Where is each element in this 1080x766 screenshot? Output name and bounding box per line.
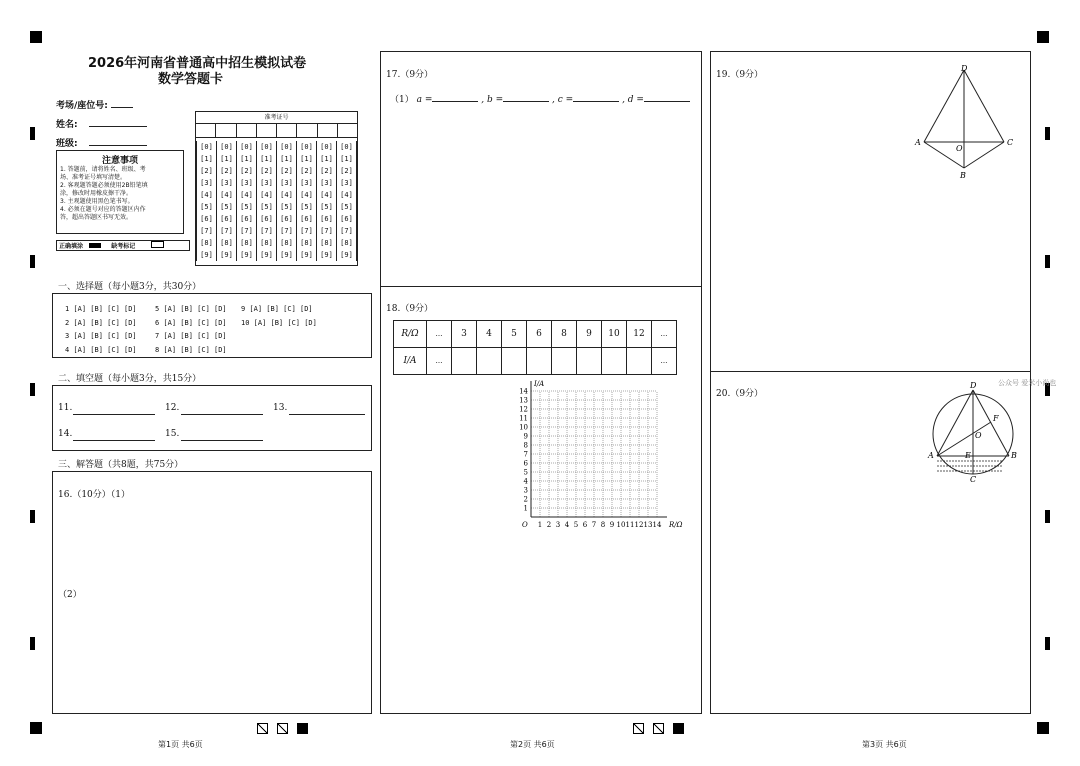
watermark: 公众号 爱米小尚也 (998, 379, 1057, 387)
digit-write-cell[interactable] (318, 124, 338, 137)
q15-label: 15. (165, 429, 180, 439)
digit-bubble[interactable]: [1] (197, 153, 217, 165)
mc-question-row[interactable]: 7 [A] [B] [C] [D] (155, 332, 227, 340)
side-mark (30, 510, 35, 523)
q18-row-header: I/A (394, 348, 427, 375)
q18-cell: 12 (627, 321, 652, 348)
q16-part2-label: （2） (58, 590, 82, 600)
q18-cell[interactable] (577, 348, 602, 375)
digit-write-cell[interactable] (297, 124, 317, 137)
digit-bubble[interactable]: [5] (217, 201, 237, 213)
point-label-A: A (928, 451, 934, 460)
digit-bubble[interactable]: [1] (277, 153, 297, 165)
digit-bubble[interactable]: [8] (217, 237, 237, 249)
y-tick-label: 1 (523, 504, 528, 513)
q18-cell: 4 (477, 321, 502, 348)
q18-label: 18.（9分） (386, 304, 434, 314)
digit-bubble[interactable]: [5] (297, 201, 317, 213)
point-label-O: O (956, 144, 963, 153)
digit-bubble[interactable]: [9] (237, 249, 257, 261)
y-tick-label: 6 (523, 459, 528, 468)
side-mark (30, 383, 35, 396)
page-code-box (257, 723, 268, 734)
origin-label: O (522, 521, 528, 529)
q18-cell[interactable]: … (652, 348, 677, 375)
x-tick-label: 2 (546, 521, 552, 529)
class-field[interactable] (89, 145, 147, 146)
digit-bubble[interactable]: [2] (317, 165, 337, 177)
q18-cell: 9 (577, 321, 602, 348)
side-mark (30, 637, 35, 650)
q19-answer-area[interactable] (710, 51, 1031, 372)
q18-cell[interactable] (552, 348, 577, 375)
page3-footer: 第3页 共6页 (862, 740, 907, 749)
digit-write-cell[interactable] (196, 124, 216, 137)
q18-cell[interactable] (602, 348, 627, 375)
digit-bubble[interactable]: [0] (317, 141, 337, 153)
digit-bubble[interactable]: [8] (277, 237, 297, 249)
x-tick-label: 8 (600, 521, 606, 529)
digit-bubble[interactable]: [0] (297, 141, 317, 153)
digit-bubble[interactable]: [3] (197, 177, 217, 189)
q17-d-line[interactable] (644, 101, 690, 102)
digit-bubble[interactable]: [7] (317, 225, 337, 237)
digit-bubble[interactable]: [5] (317, 201, 337, 213)
page1-footer: 第1页 共6页 (158, 740, 203, 749)
x-axis-label: R/Ω (669, 521, 683, 529)
mc-column-2 (155, 303, 227, 357)
digit-bubble[interactable]: [6] (217, 213, 237, 225)
corner-mark-bottom-right (1037, 722, 1049, 734)
student-info (56, 97, 147, 154)
q13-answer-line[interactable] (289, 404, 365, 415)
point-label-C: C (1007, 138, 1014, 147)
mc-question-row[interactable]: 2 [A] [B] [C] [D] (65, 318, 137, 327)
q18-answer-area[interactable] (380, 286, 702, 714)
x-tick-label: 13 (643, 521, 653, 529)
point-label-E: E (965, 451, 971, 460)
q18-cell[interactable]: … (427, 348, 452, 375)
side-mark (1045, 255, 1050, 268)
digit-bubble[interactable]: [6] (197, 213, 217, 225)
x-tick-label: 7 (591, 521, 597, 529)
digit-bubble[interactable]: [0] (197, 141, 217, 153)
digit-bubble[interactable]: [1] (237, 153, 257, 165)
y-tick-label: 12 (519, 405, 528, 414)
digit-bubble[interactable]: [3] (237, 177, 257, 189)
mc-question-row[interactable]: 10 [A] [B] [C] [D] (241, 318, 317, 327)
side-mark (1045, 637, 1050, 650)
q17-b-line[interactable] (503, 101, 549, 102)
q18-cell: … (652, 321, 677, 348)
side-mark (30, 255, 35, 268)
digit-write-cell[interactable] (257, 124, 277, 137)
x-tick-label: 9 (609, 521, 615, 529)
digit-bubble[interactable]: [0] (217, 141, 237, 153)
mc-question-row[interactable]: 1 [A] [B] [C] [D] (65, 305, 137, 313)
q17-label: 17.（9分） (386, 70, 434, 80)
point-label-F: F (993, 414, 999, 423)
page-code-box (297, 723, 308, 734)
fill-legend (56, 240, 190, 251)
x-tick-label: 14 (652, 521, 662, 529)
digit-bubble[interactable]: [9] (337, 249, 357, 261)
digit-bubble[interactable]: [1] (257, 153, 277, 165)
mc-column-1 (65, 303, 137, 357)
digit-bubble[interactable]: [4] (217, 189, 237, 201)
digit-bubble[interactable]: [3] (317, 177, 337, 189)
section3-heading: 三、解答题（共8题，共75分） (58, 460, 184, 470)
q17-answer-area[interactable] (380, 51, 702, 287)
side-mark (30, 127, 35, 140)
digit-bubble[interactable]: [4] (257, 189, 277, 201)
digit-bubble[interactable]: [4] (197, 189, 217, 201)
room-seat-field[interactable] (111, 107, 133, 108)
digit-bubble[interactable]: [5] (277, 201, 297, 213)
page-code-box (653, 723, 664, 734)
digit-bubble[interactable]: [2] (237, 165, 257, 177)
y-axis-label: I/A (534, 380, 545, 388)
x-tick-label: 5 (573, 521, 579, 529)
q18-cell[interactable] (452, 348, 477, 375)
digit-write-cell[interactable] (216, 124, 236, 137)
digit-bubble[interactable]: [3] (277, 177, 297, 189)
point-label-B: B (960, 171, 966, 180)
digit-bubble[interactable]: [9] (257, 249, 277, 261)
q18-cell[interactable] (527, 348, 552, 375)
digit-bubble[interactable]: [8] (257, 237, 277, 249)
corner-mark-top-left (30, 31, 42, 43)
y-tick-label: 9 (523, 432, 528, 441)
digit-write-cell[interactable] (277, 124, 297, 137)
digit-bubble[interactable]: [3] (337, 177, 357, 189)
q16-answer-area[interactable] (52, 471, 372, 714)
q18-cell: 10 (602, 321, 627, 348)
q12-label: 12. (165, 403, 180, 413)
q17-part1 (390, 92, 690, 105)
q17-c-line[interactable] (573, 101, 619, 102)
correct-fill-label: 正确填涂 (59, 243, 84, 250)
digit-bubble[interactable]: [4] (337, 189, 357, 201)
q11-answer-line[interactable] (73, 404, 155, 415)
y-tick-label: 14 (519, 387, 528, 396)
corner-mark-bottom-left (30, 722, 42, 734)
digit-bubble[interactable]: [1] (217, 153, 237, 165)
exam-subtitle: 数学答题卡 (158, 72, 224, 87)
digit-bubble[interactable]: [0] (277, 141, 297, 153)
digit-bubble[interactable]: [9] (197, 249, 217, 261)
q18-cell: 3 (452, 321, 477, 348)
exam-number-header: 准考证号 (196, 112, 357, 124)
page-code-box (633, 723, 644, 734)
digit-bubble[interactable]: [2] (337, 165, 357, 177)
digit-bubble[interactable]: [7] (217, 225, 237, 237)
y-tick-label: 13 (519, 396, 528, 405)
point-label-O: O (975, 431, 982, 440)
x-tick-label: 12 (634, 521, 644, 529)
x-tick-label: 3 (555, 521, 561, 529)
notice-line: 4. 必须在题号对应的答题区内作 (60, 206, 146, 213)
mc-question-row[interactable]: 9 [A] [B] [C] [D] (241, 305, 313, 313)
page-code-box (673, 723, 684, 734)
digit-bubble-table (196, 141, 357, 261)
digit-bubble[interactable]: [8] (297, 237, 317, 249)
q20-answer-area[interactable] (710, 371, 1031, 714)
y-tick-label: 7 (523, 450, 528, 459)
q18-cell: 5 (502, 321, 527, 348)
digit-bubble[interactable]: [9] (317, 249, 337, 261)
absent-mark-label: 缺考标记 (111, 243, 136, 250)
digit-bubble[interactable]: [4] (277, 189, 297, 201)
y-tick-label: 10 (519, 423, 528, 432)
y-tick-label: 8 (523, 441, 528, 450)
digit-bubble[interactable]: [7] (277, 225, 297, 237)
q17-a-label: a = (416, 95, 433, 105)
mc-question-row[interactable]: 5 [A] [B] [C] [D] (155, 305, 227, 313)
mc-question-row[interactable]: 6 [A] [B] [C] [D] (155, 318, 227, 327)
digit-bubble[interactable]: [6] (277, 213, 297, 225)
point-label-C: C (970, 475, 977, 484)
y-tick-label: 2 (523, 495, 528, 504)
digit-bubble[interactable]: [0] (257, 141, 277, 153)
digit-bubble[interactable]: [8] (237, 237, 257, 249)
exam-number-grid (195, 111, 358, 266)
room-seat-label: 考场/座位号: (56, 101, 108, 111)
y-tick-label: 5 (523, 468, 528, 477)
digit-bubble[interactable]: [7] (297, 225, 317, 237)
q12-answer-line[interactable] (181, 404, 263, 415)
section2-heading: 二、填空题（每小题3分，共15分） (58, 374, 202, 384)
page-code-box (277, 723, 288, 734)
digit-bubble[interactable]: [9] (217, 249, 237, 261)
mc-question-row[interactable]: 8 [A] [B] [C] [D] (155, 345, 227, 354)
q18-cell: 6 (527, 321, 552, 348)
digit-bubble[interactable]: [3] (297, 177, 317, 189)
digit-bubble[interactable]: [5] (257, 201, 277, 213)
x-tick-label: 10 (616, 521, 626, 529)
digit-bubble[interactable]: [5] (337, 201, 357, 213)
section1-heading: 一、选择题（每小题3分，共30分） (58, 282, 202, 292)
digit-bubble[interactable]: [1] (317, 153, 337, 165)
notice-line: 1. 答题前，请将姓名、班级、考 (60, 166, 146, 173)
digit-bubble[interactable]: [6] (297, 213, 317, 225)
digit-bubble[interactable]: [4] (237, 189, 257, 201)
point-label-B: B (1011, 451, 1017, 460)
digit-bubble[interactable]: [7] (257, 225, 277, 237)
mc-question-row[interactable]: 4 [A] [B] [C] [D] (65, 345, 137, 354)
q17-d-label: , d = (622, 95, 644, 105)
point-label-A: A (915, 138, 921, 147)
corner-mark-top-right (1037, 31, 1049, 43)
side-mark (1045, 510, 1050, 523)
digit-bubble[interactable]: [2] (217, 165, 237, 177)
y-tick-label: 11 (519, 414, 528, 423)
notice-lines (60, 166, 180, 222)
q17-b-label: , b = (481, 95, 504, 105)
digit-bubble[interactable]: [0] (337, 141, 357, 153)
fill-blank-box (52, 385, 372, 451)
notice-line: 2. 客观题答题必须使用2B铅笔填 (60, 182, 148, 189)
point-label-D: D (961, 64, 968, 73)
x-tick-label: 11 (625, 521, 635, 529)
mc-column-3 (241, 303, 317, 330)
q18-grid-chart (511, 380, 683, 539)
q14-label: 14. (58, 429, 73, 439)
class-label: 班级: (56, 139, 78, 149)
digit-bubble[interactable]: [7] (237, 225, 257, 237)
x-tick-label: 1 (537, 521, 543, 529)
absent-mark-box[interactable] (151, 241, 164, 248)
q18-cell[interactable] (627, 348, 652, 375)
q20-label: 20.（9分） (716, 389, 764, 399)
q13-label: 13. (273, 403, 288, 413)
x-tick-label: 6 (582, 521, 588, 529)
digit-bubble[interactable]: [3] (217, 177, 237, 189)
q17-c-label: , c = (552, 95, 574, 105)
digit-bubble[interactable]: [6] (317, 213, 337, 225)
mc-box (52, 293, 372, 358)
digit-bubble[interactable]: [8] (317, 237, 337, 249)
q18-cell: … (427, 321, 452, 348)
page2-footer: 第2页 共6页 (510, 740, 555, 749)
digit-bubble[interactable]: [1] (297, 153, 317, 165)
digit-bubble[interactable]: [8] (197, 237, 217, 249)
q17-part1-label: （1） (390, 95, 414, 105)
y-tick-label: 4 (523, 477, 528, 486)
mc-question-row[interactable]: 3 [A] [B] [C] [D] (65, 332, 137, 340)
digit-bubble[interactable]: [2] (197, 165, 217, 177)
digit-bubble[interactable]: [1] (337, 153, 357, 165)
digit-bubble[interactable]: [7] (337, 225, 357, 237)
q17-a-line[interactable] (432, 101, 478, 102)
q15-answer-line[interactable] (181, 430, 263, 441)
correct-fill-sample (89, 243, 101, 248)
digit-bubble[interactable]: [4] (297, 189, 317, 201)
digit-bubble[interactable]: [2] (257, 165, 277, 177)
digit-bubble[interactable]: [2] (277, 165, 297, 177)
notice-line: 涂，修改时用橡皮擦干净。 (60, 190, 133, 197)
x-tick-label: 4 (564, 521, 570, 529)
digit-bubble[interactable]: [3] (257, 177, 277, 189)
q14-answer-line[interactable] (73, 430, 155, 441)
q18-row-header: R/Ω (394, 321, 427, 348)
name-label: 姓名: (56, 120, 78, 130)
q18-cell[interactable] (477, 348, 502, 375)
q20-figure (923, 378, 1023, 484)
q18-cell: 8 (552, 321, 577, 348)
digit-bubble[interactable]: [6] (337, 213, 357, 225)
point-label-D: D (970, 381, 977, 390)
notice-box (56, 150, 184, 234)
side-mark (1045, 127, 1050, 140)
digit-write-cell[interactable] (338, 124, 357, 137)
q19-figure (906, 60, 1016, 180)
q11-label: 11. (58, 403, 73, 413)
digit-bubble[interactable]: [0] (237, 141, 257, 153)
digit-bubble[interactable]: [2] (297, 165, 317, 177)
q18-data-table (393, 320, 677, 375)
q16-label: 16.（10分）（1） (58, 490, 130, 500)
notice-title: 注意事项 (101, 156, 138, 166)
digit-write-cell[interactable] (237, 124, 257, 137)
notice-line: 3. 主观题使用黑色笔书写。 (60, 198, 134, 205)
digit-bubble[interactable]: [6] (257, 213, 277, 225)
digit-bubble[interactable]: [6] (237, 213, 257, 225)
digit-bubble[interactable]: [4] (317, 189, 337, 201)
digit-bubble[interactable]: [9] (277, 249, 297, 261)
name-field[interactable] (89, 126, 147, 127)
digit-bubble[interactable]: [7] (197, 225, 217, 237)
notice-line: 答，超出答题区书写无效。 (60, 214, 133, 221)
digit-bubble[interactable]: [9] (297, 249, 317, 261)
digit-bubble[interactable]: [5] (197, 201, 217, 213)
q18-cell[interactable] (502, 348, 527, 375)
notice-line: 场、准考证号填写清楚。 (60, 174, 127, 181)
digit-bubble[interactable]: [5] (237, 201, 257, 213)
exam-number-write-row (196, 124, 357, 138)
y-tick-label: 3 (523, 486, 528, 495)
digit-bubble[interactable]: [8] (337, 237, 357, 249)
q19-label: 19.（9分） (716, 70, 764, 80)
exam-title: 2026年河南省普通高中招生模拟试卷 (88, 56, 307, 71)
